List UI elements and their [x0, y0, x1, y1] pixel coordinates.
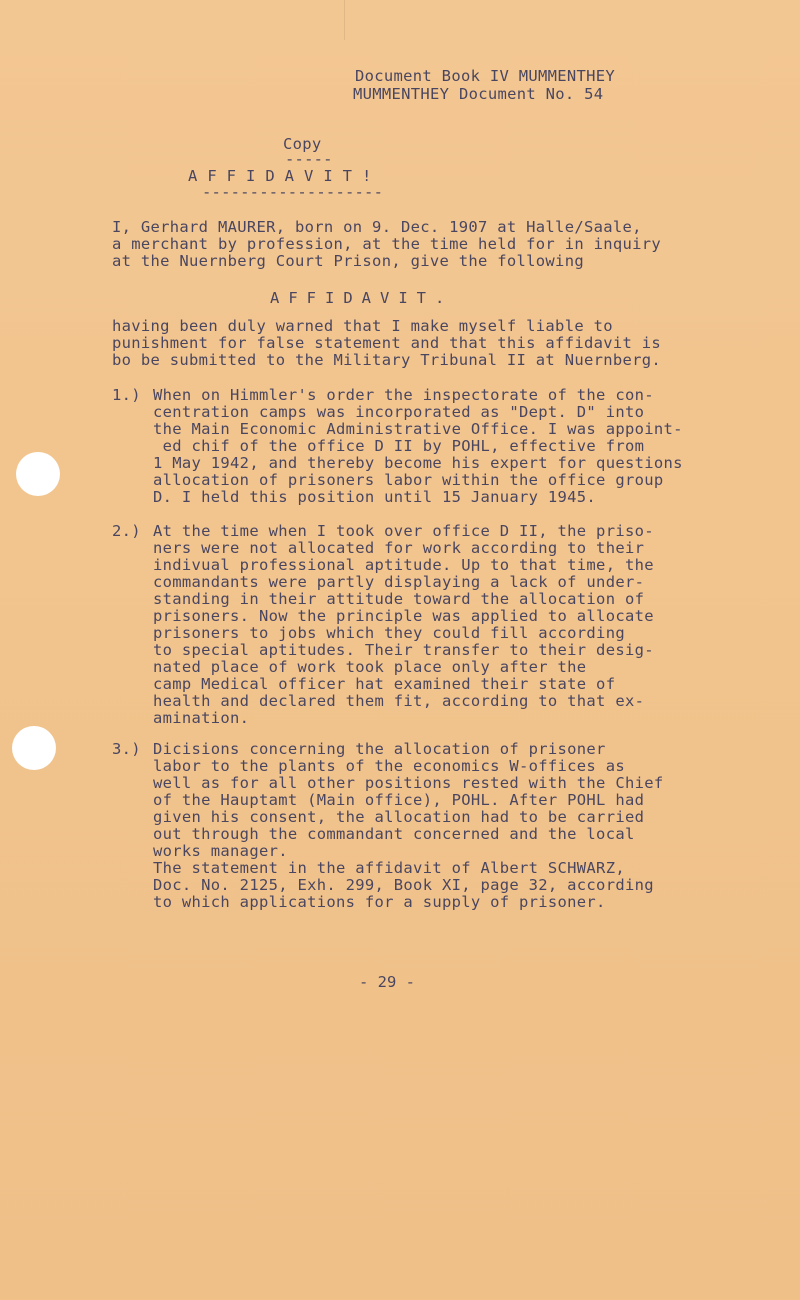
text-line: works manager.	[153, 842, 288, 860]
text-line: nated place of work took place only after the	[153, 658, 587, 676]
text-line: of the Hauptamt (Main office), POHL. After POHL had	[153, 791, 645, 809]
text-line: Dicisions concerning the allocation of prisoner	[153, 740, 606, 758]
text-line: prisoners. Now the principle was applied to allocate	[153, 607, 654, 625]
text-line: prisoners to jobs which they could fill according	[153, 624, 625, 642]
text-line: at the Nuernberg Court Prison, give the following	[112, 252, 584, 270]
text-line: to which applications for a supply of prisoner.	[153, 893, 606, 911]
page-number: - 29 -	[359, 973, 415, 991]
header-line-2: MUMMENTHEY Document No. 54	[353, 85, 604, 103]
copy-label: Copy	[283, 135, 322, 153]
text-line: centration camps was incorporated as "Dept. D" into	[153, 403, 645, 421]
text-line: D. I held this position until 15 January 1945.	[153, 488, 597, 506]
punch-hole	[16, 452, 60, 496]
document-title: AFFIDAVIT!	[188, 167, 382, 185]
text-line: punishment for false statement and that this affidavit is	[112, 334, 662, 352]
text-line: bo be submitted to the Military Tribunal II at Nuernberg.	[112, 351, 662, 369]
text-line: Doc. No. 2125, Exh. 299, Book XI, page 32, according	[153, 876, 654, 894]
text-line: the Main Economic Administrative Office. I was appoint-	[153, 420, 683, 438]
affidavit-subtitle: AFFIDAVIT.	[270, 289, 454, 307]
text-line: At the time when I took over office D II, the priso-	[153, 522, 654, 540]
text-line: having been duly warned that I make myself liable to	[112, 317, 613, 335]
item-number: 1.)	[112, 386, 141, 404]
text-line: I, Gerhard MAURER, born on 9. Dec. 1907 at Halle/Saale,	[112, 218, 642, 236]
text-line: standing in their attitude toward the allocation of	[153, 590, 645, 608]
item-number: 3.)	[112, 740, 141, 758]
text-line: to special aptitudes. Their transfer to their desig-	[153, 641, 654, 659]
text-line: well as for all other positions rested with the Chief	[153, 774, 664, 792]
text-line: health and declared them fit, according to that ex-	[153, 692, 645, 710]
text-line: labor to the plants of the economics W-offices as	[153, 757, 625, 775]
text-line: camp Medical officer hat examined their state of	[153, 675, 616, 693]
text-line: commandants were partly displaying a lack of under-	[153, 573, 645, 591]
text-line: a merchant by profession, at the time held for in inquiry	[112, 235, 662, 253]
text-line: amination.	[153, 709, 250, 727]
text-line: ners were not allocated for work according to their	[153, 539, 645, 557]
text-line: ed chif of the office D II by POHL, effective from	[153, 437, 645, 455]
header-line-1: Document Book IV MUMMENTHEY	[355, 67, 616, 85]
copy-underline: -----	[285, 150, 333, 168]
text-line: out through the commandant concerned and the local	[153, 825, 635, 843]
item-number: 2.)	[112, 522, 141, 540]
text-line: When on Himmler's order the inspectorate of the con-	[153, 386, 654, 404]
text-line: The statement in the affidavit of Albert SCHWARZ,	[153, 859, 625, 877]
fold-mark	[344, 0, 345, 40]
text-line: 1 May 1942, and thereby become his expert for questions	[153, 454, 683, 472]
text-line: allocation of prisoners labor within the office group	[153, 471, 664, 489]
text-line: given his consent, the allocation had to be carried	[153, 808, 645, 826]
punch-hole	[12, 726, 56, 770]
title-underline: -------------------	[202, 183, 384, 201]
text-line: indivual professional aptitude. Up to that time, the	[153, 556, 654, 574]
